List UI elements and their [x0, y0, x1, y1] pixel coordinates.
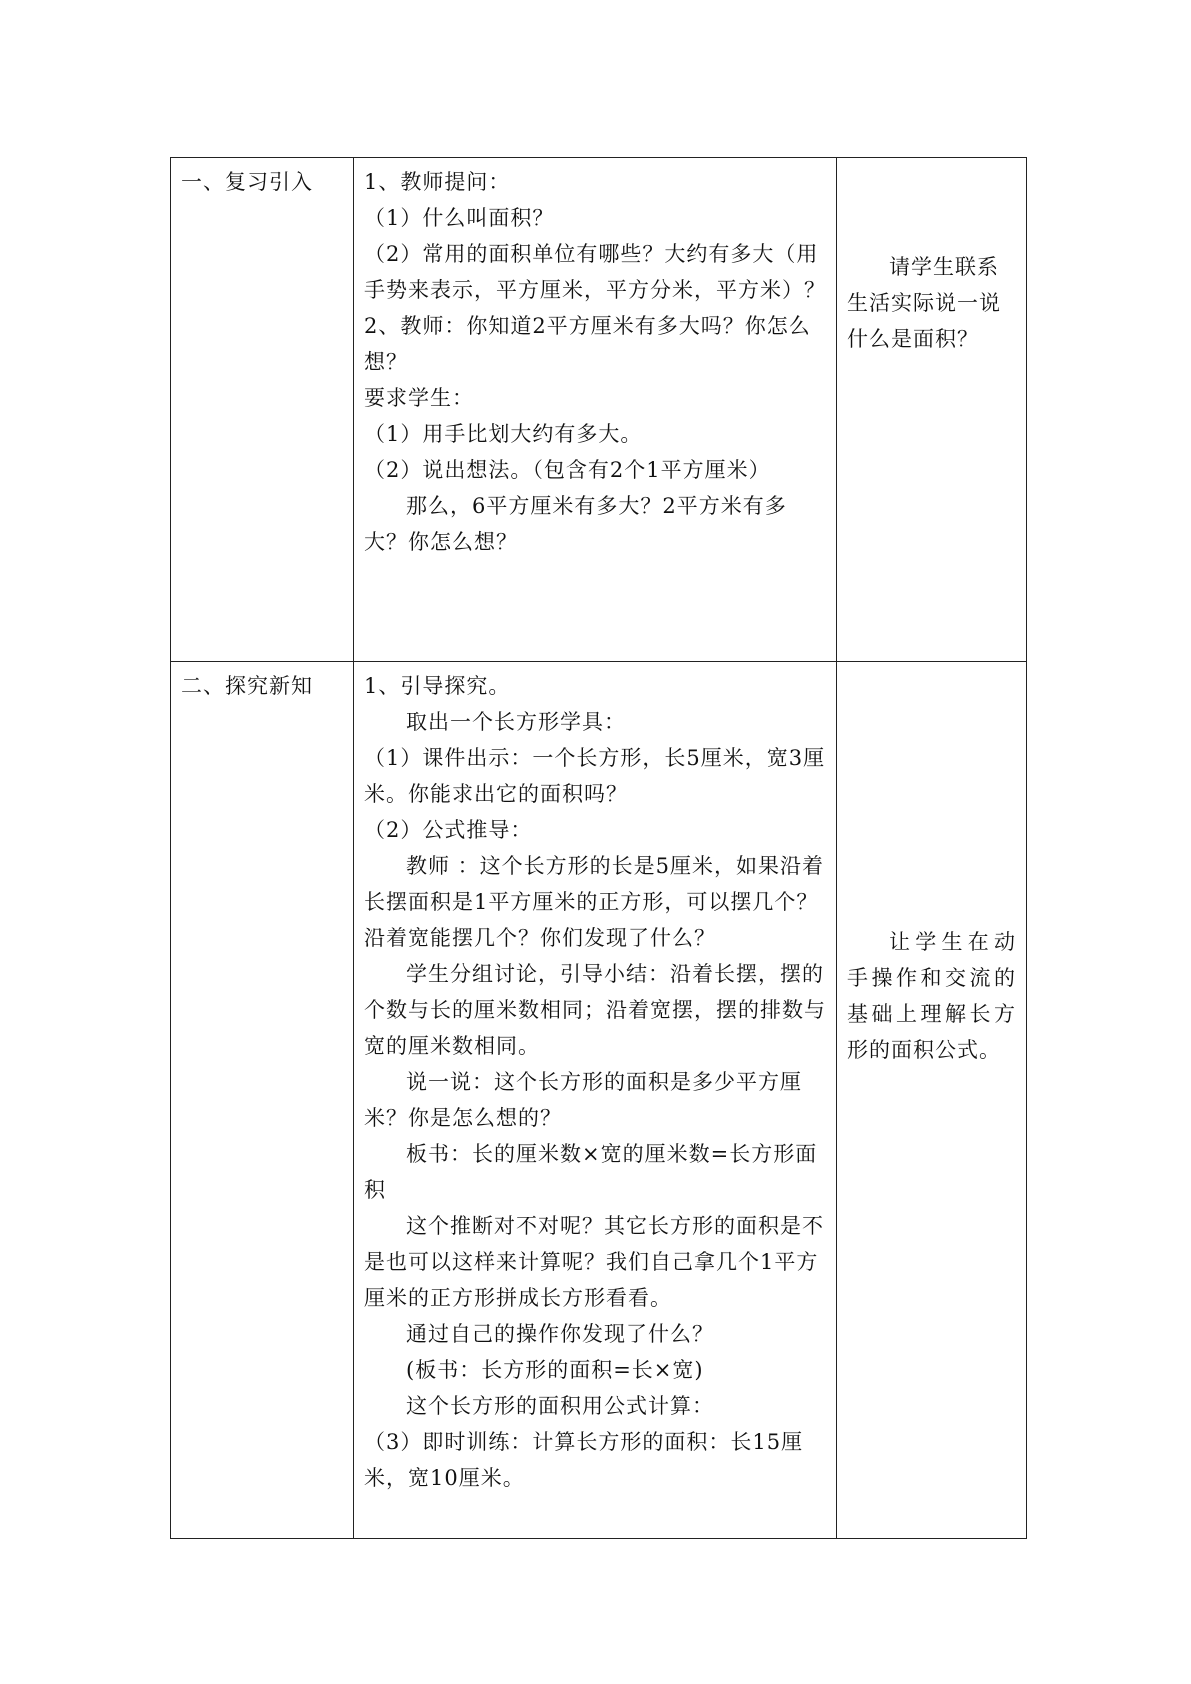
content-line: 学生分组讨论，引导小结：沿着长摆，摆的个数与长的厘米数相同；沿着宽摆，摆的排数与宽的厘米数相同。 — [364, 962, 826, 1058]
content-line: （2）公式推导： — [364, 818, 533, 842]
content-line: (板书：长方形的面积=长×宽) — [406, 1358, 704, 1382]
content-line: 取出一个长方形学具： — [406, 710, 626, 734]
content-line: 要求学生： — [364, 386, 474, 410]
content-line: 1、引导探究。 — [364, 674, 511, 698]
content-line: （1）什么叫面积？ — [364, 206, 555, 230]
content-line: （1）用手比划大约有多大。 — [364, 422, 643, 446]
content-line: （2）常用的面积单位有哪些？大约有多大（用手势来表示，平方厘米，平方分米，平方米）？ — [364, 242, 826, 302]
content-line: 那么，6平方厘米有多大？2平方米有多大？你怎么想？ — [364, 494, 787, 554]
note-cell — [837, 158, 1027, 662]
content-text — [354, 158, 836, 560]
stage-cell — [171, 662, 354, 1539]
content-line: 板书：长的厘米数×宽的厘米数=长方形面积 — [364, 1142, 818, 1202]
content-line: 2、教师：你知道2平方厘米有多大吗？你怎么想？ — [364, 314, 811, 374]
content-line: 1、教师提问： — [364, 170, 511, 194]
design-note: 请学生联系生活实际说一说什么是面积？ — [847, 255, 1001, 351]
design-note: 让学生在动手操作和交流的基础上理解长方形的面积公式。 — [847, 930, 1016, 1062]
content-line: 通过自己的操作你发现了什么？ — [406, 1322, 714, 1346]
content-line: （2）说出想法。（包含有2个1平方厘米） — [364, 458, 771, 482]
table-row — [171, 662, 1027, 1539]
stage-label: 二、探究新知 — [181, 674, 313, 698]
content-line: （3）即时训练：计算长方形的面积：长15厘米，宽10厘米。 — [364, 1430, 804, 1490]
note-cell — [837, 662, 1027, 1539]
content-line: （1）课件出示：一个长方形，长5厘米，宽3厘米。你能求出它的面积吗？ — [364, 746, 826, 806]
content-line: 这个长方形的面积用公式计算： — [406, 1394, 714, 1418]
content-line: 这个推断对不对呢？其它长方形的面积是不是也可以这样来计算呢？我们自己拿几个1平方厘米的正方形拼成长方形看看。 — [364, 1214, 824, 1310]
stage-label: 一、复习引入 — [181, 170, 313, 194]
content-line: 说一说：这个长方形的面积是多少平方厘米？你是怎么想的？ — [364, 1070, 802, 1130]
content-text — [354, 662, 836, 1496]
content-cell — [354, 662, 837, 1539]
stage-cell — [171, 158, 354, 662]
content-line: 教师 ：这个长方形的长是5厘米，如果沿着长摆面积是1平方厘米的正方形，可以摆几个？沿着宽能摆几个？你们发现了什么？ — [364, 854, 825, 950]
lesson-plan-table — [170, 157, 1027, 1539]
table-row — [171, 158, 1027, 662]
content-cell — [354, 158, 837, 662]
